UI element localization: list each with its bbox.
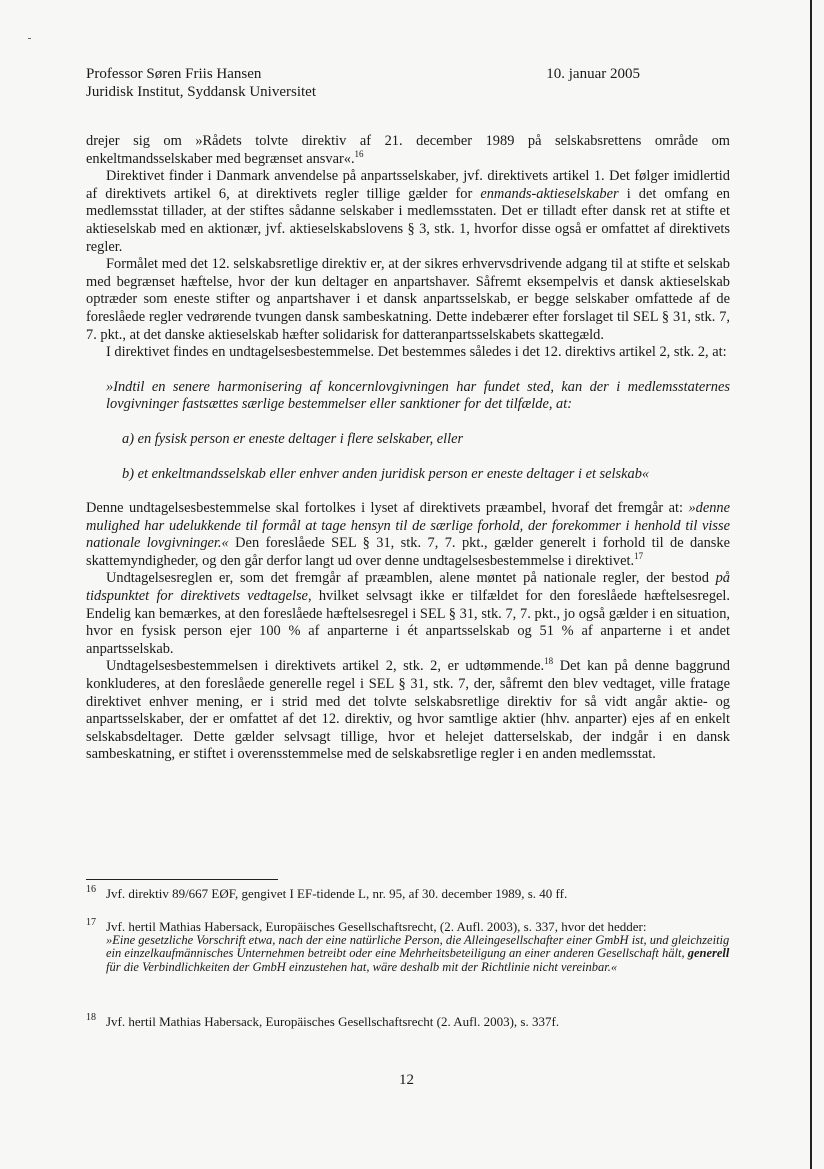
paragraph-7: [86, 658, 730, 764]
header-date: 10. januar 2005: [546, 66, 640, 82]
paragraph-4: I direktivet findes en undtagelsesbestemmelse. Det bestemmes således i det 12. direktivs artikel 2, stk. 2, at:: [106, 344, 727, 361]
paragraph-6-emphasis: på tidspunktet for direktivets vedtagelse: [86, 570, 730, 605]
footnote-18: [86, 1014, 730, 1029]
footnote-ref-18: 18: [544, 656, 554, 667]
paragraph-6-text-a: Undtagelsesreglen er, som det fremgår af præamblen, alene møntet på nationale regler, der bestod: [106, 570, 716, 587]
directive-quote: »Indtil en senere harmonisering af koncernlovgivningen har fundet sted, kan der i medlemsstaternes lovgivninger fastsættes særlige bestemmelser eller sanktioner for det tilfælde, at:: [106, 378, 730, 413]
footnote-17-text: Jvf. hertil Mathias Habersack, Europäisches Gesellschaftsrecht, (2. Aufl. 2003), s. 337, hvor det hedder:: [106, 919, 647, 934]
paragraph-7-text-b: Det kan på denne baggrund konkluderes, at den foreslåede generelle regel i SEL § 31, stk. 7, der, såfremt den blev vedtaget, ville fratage direktivet enhver mening, er i strid med det tolvte selskabsretlige direktiv for så vidt angår aktie- og anpartsselskaber, der er omfattet af det 12. direktiv, og hvor samtlige aktier (hhv. anparter) ejes af en enkelt selskabsdeltager. Dette gælder selvsagt tillige, hvor et helejet datterselskab, der indgår i en dansk sambeskatning, er stiftet i overensstemmelse med de selskabsretlige regler i en anden medlemsstat.: [86, 658, 730, 763]
footnote-17-quote-b: für die Verbindlichkeiten der GmbH einzustehen hat, wäre deshalb mit der Richtlinie nicht vereinbar.«: [106, 959, 618, 974]
footnote-17-quote: [86, 934, 730, 974]
paragraph-2-text-a: Direktivet finder i Danmark anvendelse på anpartsselskaber, jvf. direktivets artikel 1. Det følger imidlertid af direktivets artikel 6, at direktivets regler tillige gælder for: [86, 168, 730, 202]
paragraph-3: Formålet med det 12. selskabsretlige direktiv er, at der sikres erhvervsdrivende adgang til at stifte et selskab med begrænset hæftelse, hvor der kun deltager en anpartshaver. Såfremt eksempelvis et dansk aktieselskab optræder som eneste stifter og anpartshaver i et dansk anpartsselskab, er begge selskaber omfattede af de foreslåede regler vedrørende tvungen dansk sambeskatning. Dette indebærer efter forslaget til SEL § 31, stk. 7, 7. pkt., at det danske aktieselskab hæfter solidarisk for datteranpartsselskabets skattegæld.: [86, 256, 730, 343]
paragraph-5-text-a: Denne undtagelsesbestemmelse skal fortolkes i lyset af direktivets præambel, hvoraf det fremgår at:: [86, 500, 689, 517]
footnote-16: [86, 886, 730, 901]
paragraph-5-text-b: Den foreslåede SEL § 31, stk. 7, 7. pkt., gælder generelt i forhold til de danske skattemyndigheder, og den går derfor langt ud over denne undtagelsesbestemmelse i direktivet.: [86, 535, 730, 569]
footnote-separator: [86, 879, 278, 880]
paragraph-2: [86, 168, 730, 256]
footnote-18-number: 18: [86, 1012, 96, 1023]
paragraph-7-text-a: Undtagelsesbestemmelsen i direktivets artikel 2, stk. 2, er udtømmende.: [106, 658, 545, 675]
footnote-17-number: 17: [86, 917, 96, 928]
directive-quote-item-a: a) en fysisk person er eneste deltager i flere selskaber, eller: [122, 430, 464, 447]
paragraph-2-text-b: i det omfang en medlemsstat tillader, at der stiftes sådanne selskaber i medlemsstaten. Det er tilladt efter dansk ret at stifte et aktieselskab med en aktionær, jvf. aktieselskabslovens § 3, stk. 1, hvorfor disse også er omfattet af direktivets regler.: [86, 185, 731, 255]
footnote-ref-17: 17: [634, 551, 644, 562]
footnote-17-quote-a: »Eine gesetzliche Vorschrift etwa, nach der eine natürliche Person, die Alleingesellschafter einer GmbH ist, und gleichzeitig ein einzelkaufmännisches Unternehmen betreibt oder eine Mehrheitsbeteiligung an einer anderen Gesellschaft hält,: [106, 933, 730, 961]
page-number: 12: [399, 1072, 414, 1088]
footnote-ref-16: 16: [354, 148, 364, 159]
paragraph-1: [86, 133, 730, 168]
paragraph-1-text: drejer sig om »Rådets tolvte direktiv af 21. december 1989 på selskabsrettens område om enkeltmandsselskaber med begrænset ansvar«.: [86, 133, 730, 167]
running-header-left: [86, 65, 316, 101]
paragraph-5: [86, 500, 730, 570]
header-institution: Juridisk Institut, Syddansk Universitet: [86, 84, 316, 100]
footnote-17: [86, 919, 730, 974]
footnote-18-text: Jvf. hertil Mathias Habersack, Europäisches Gesellschaftsrecht (2. Aufl. 2003), s. 337f.: [106, 1014, 560, 1029]
footnote-16-text: Jvf. direktiv 89/667 EØF, gengivet I EF-tidende L, nr. 95, af 30. december 1989, s. 40 ff.: [106, 886, 568, 901]
paragraph-6-text-b: , hvilket selvsagt ikke er tilfældet for den foreslåede hæftelsesregel. Endelig kan bemærkes, at den foreslåede hæftelsesregel i SEL § 31, stk. 7, 7. pkt., jo også gælder i en situation, hvor en fysisk person ejer 100 % af anparterne i ét anpartsselskab og 51 % af anparterne i et andet anpartsselskab.: [86, 588, 730, 657]
paragraph-6: [86, 570, 730, 658]
main-text: [86, 133, 730, 764]
footnote-17-quote-bold: generell: [687, 946, 730, 961]
paragraph-2-emphasis: enmands-aktieselskaber: [480, 185, 619, 202]
scan-speck: [28, 38, 31, 39]
paragraph-5-emphasis: »denne mulighed har udelukkende til formål at tage hensyn til de særlige forhold, der forekommer i henhold til visse nationale lovgivninger.«: [86, 500, 730, 552]
directive-quote-item-b: b) et enkeltmandsselskab eller enhver anden juridisk person er eneste deltager i et selskab«: [122, 465, 650, 482]
header-author: Professor Søren Friis Hansen: [86, 66, 262, 82]
footnote-16-number: 16: [86, 884, 96, 895]
